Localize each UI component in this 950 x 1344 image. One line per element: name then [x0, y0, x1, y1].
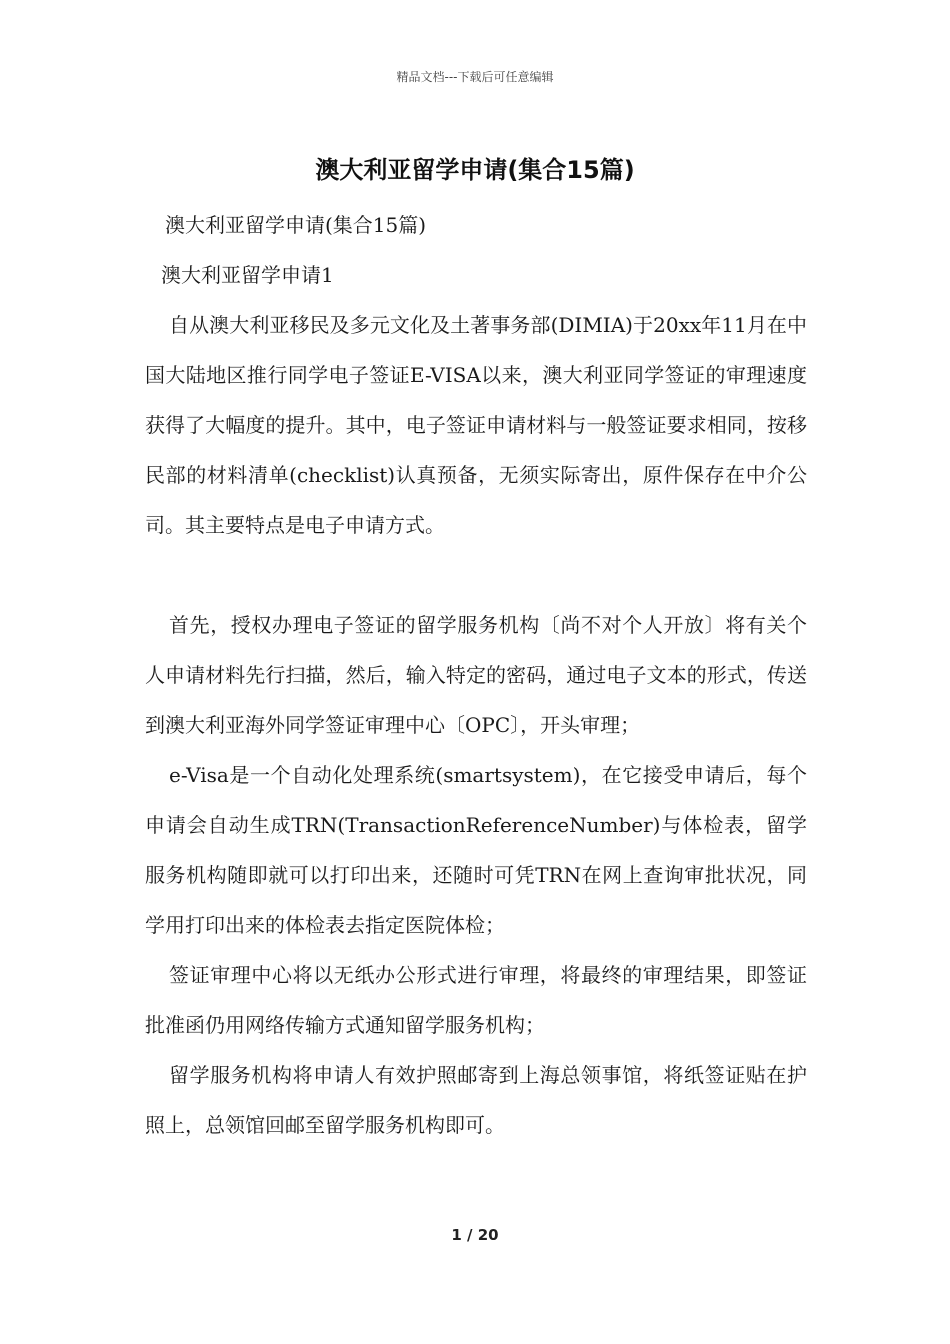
section-heading: 澳大利亚留学申请1 [161, 263, 334, 287]
paragraph: e-Visa是一个自动化处理系统(smartsystem)，在它接受申请后，每个申请会自动生成TRN(TransactionReferenceNumber)与体检表，留学服务机构随即就可以打印出来，还随时可凭TRN在网上查询审批状况，同学用打印出来的体检表去指定医院体检； [145, 763, 807, 937]
paragraph: 留学服务机构将申请人有效护照邮寄到上海总领事馆，将纸签证贴在护照上，总领馆回邮至留学服务机构即可。 [145, 1063, 807, 1137]
document-title: 澳大利亚留学申请(集合15篇) [315, 156, 635, 184]
paragraph: 自从澳大利亚移民及多元文化及土著事务部(DIMIA)于20xx年11月在中国大陆地区推行同学电子签证E-VISA以来，澳大利亚同学签证的审理速度获得了大幅度的提升。其中，电子签证申请材料与一般签证要求相同，按移民部的材料清单(checklist)认真预备，无须实际寄出，原件保存在中介公司。其主要特点是电子申请方式。 [145, 313, 807, 537]
document-body [145, 200, 807, 1150]
paragraph: 签证审理中心将以无纸办公形式进行审理，将最终的审理结果，即签证批准函仍用网络传输方式通知留学服务机构； [145, 963, 807, 1037]
page-number: 1 / 20 [451, 1226, 499, 1244]
blank-line [145, 550, 807, 600]
document-subtitle: 澳大利亚留学申请(集合15篇) [165, 213, 427, 237]
paragraph: 首先，授权办理电子签证的留学服务机构〔尚不对个人开放〕将有关个人申请材料先行扫描，然后，输入特定的密码，通过电子文本的形式，传送到澳大利亚海外同学签证审理中心〔OPC〕，开头审理； [145, 613, 807, 737]
header-note: 精品文档---下载后可任意编辑 [396, 70, 554, 84]
